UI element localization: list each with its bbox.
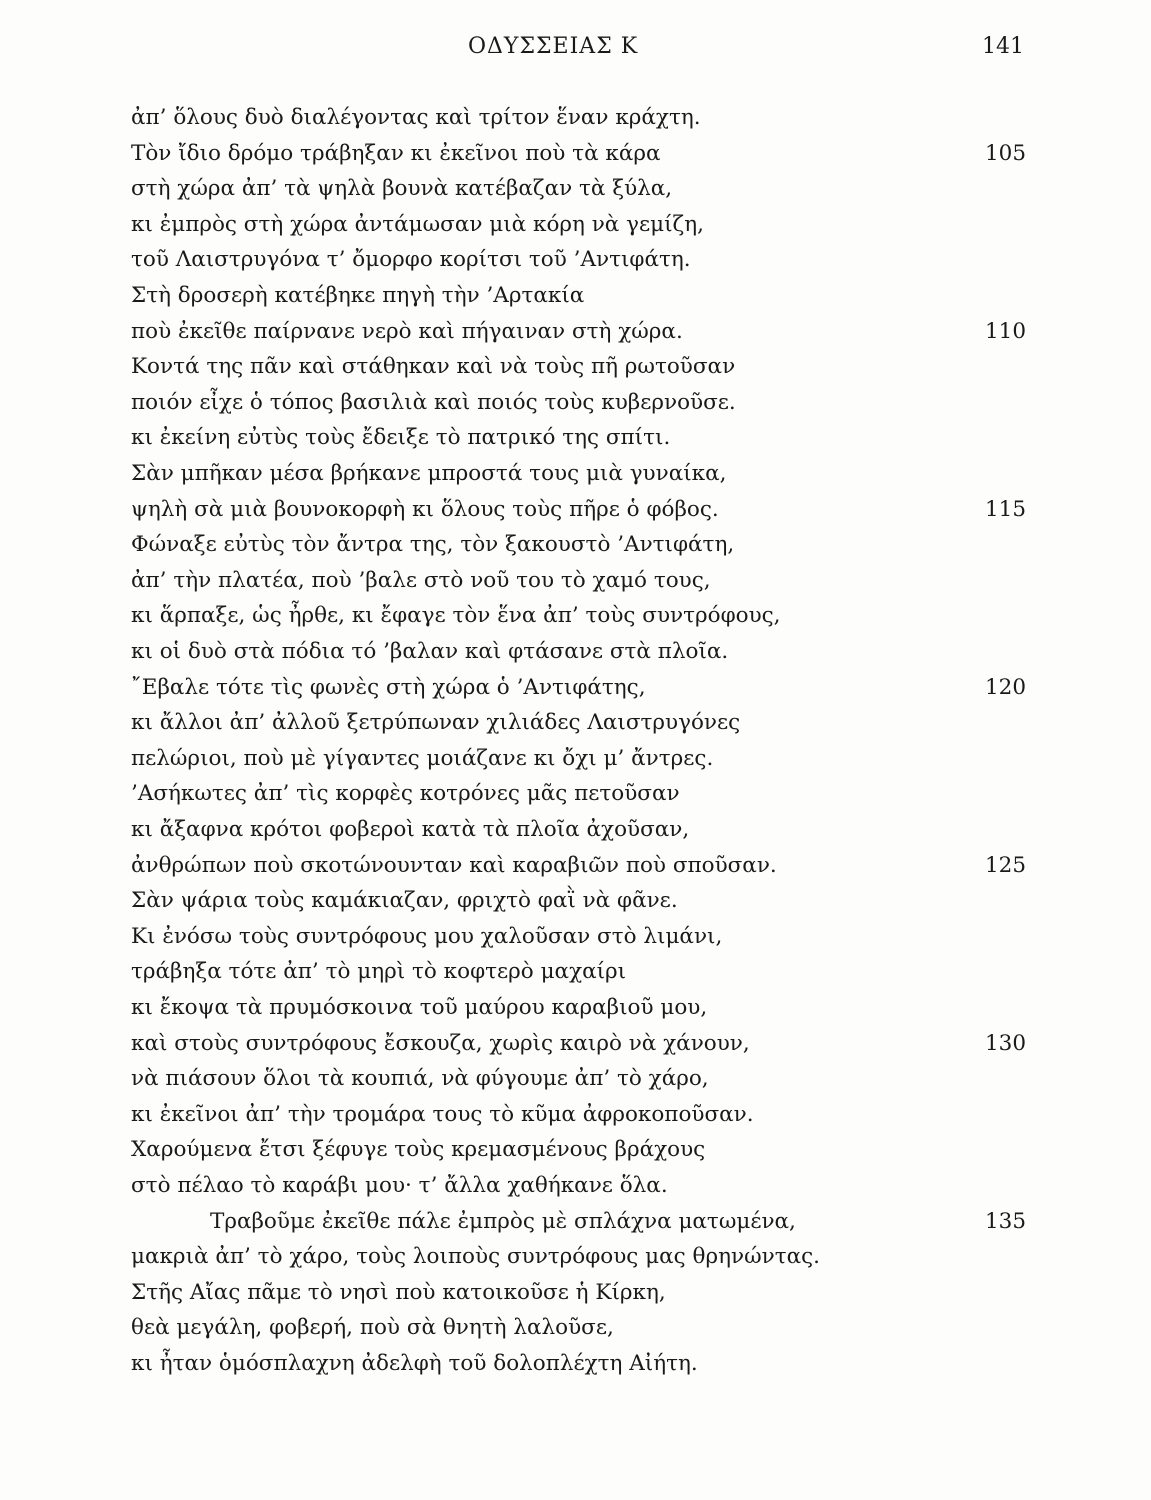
poem-line	[0, 420, 1151, 456]
poem-line	[0, 670, 1151, 706]
poem-line-text: κι ἐμπρὸς στὴ χώρα ἀντάμωσαν μιὰ κόρη νὰ γεμίζη,	[131, 211, 704, 237]
poem-line-text: τοῦ Λαιστρυγόνα τ’ ὄμορφο κορίτσι τοῦ ’Αντιφάτη.	[131, 247, 691, 273]
poem-line-text: Κοντά της πᾶν καὶ στάθηκαν καὶ νὰ τοὺς πῆ ρωτοῦσαν	[131, 354, 736, 380]
poem-line	[0, 741, 1151, 777]
line-number: 105	[985, 140, 1027, 166]
line-number: 135	[985, 1208, 1027, 1234]
poem-line	[0, 705, 1151, 741]
poem-line-text: κι ἔκοψα τὰ πρυμόσκοινα τοῦ μαύρου καραβιοῦ μου,	[131, 995, 708, 1020]
poem-line-text: κι ἄλλοι ἀπ’ ἀλλοῦ ξετρύπωναν χιλιάδες Λαιστρυγόνες	[131, 710, 741, 736]
poem-line	[0, 349, 1151, 385]
poem-line-text: νὰ πιάσουν ὅλοι τὰ κουπιά, νὰ φύγουμε ἀπ’ τὸ χάρο,	[131, 1066, 709, 1092]
line-number: 120	[985, 674, 1027, 700]
poem-line	[0, 242, 1151, 278]
line-number: 115	[985, 496, 1027, 522]
line-number: 110	[985, 318, 1027, 344]
poem-line-text: κι ἐκεῖνοι ἀπ’ τὴν τρομάρα τους τὸ κῦμα ἀφροκοποῦσαν.	[131, 1101, 754, 1127]
poem-line	[0, 1061, 1151, 1097]
poem-line-text: Στῆς Αἴας πᾶμε τὸ νησὶ ποὺ κατοικοῦσε ἡ Κίρκη,	[131, 1279, 666, 1305]
poem-line	[0, 776, 1151, 812]
poem-line	[0, 1097, 1151, 1133]
poem-line	[0, 492, 1151, 528]
poem-line-text: κι ἅρπαξε, ὡς ἦρθε, κι ἔφαγε τὸν ἕνα ἀπ’ τοὺς συντρόφους,	[131, 603, 781, 629]
poem-line-text: στὸ πέλαο τὸ καράβι μου· τ’ ἄλλα χαθήκανε ὅλα.	[131, 1173, 668, 1198]
poem-line-text: ’Ασήκωτες ἀπ’ τὶς κορφὲς κοτρόνες μᾶς πετοῦσαν	[131, 781, 680, 807]
poem-line-text: θεὰ μεγάλη, φοβερή, ποὺ σὰ θνητὴ λαλοῦσε,	[131, 1315, 614, 1341]
poem-line-text: πελώριοι, ποὺ μὲ γίγαντες μοιάζανε κι ὄχι μ’ ἄντρες.	[131, 745, 714, 771]
poem-line	[0, 1132, 1151, 1168]
poem-line	[0, 634, 1151, 670]
poem-line	[0, 954, 1151, 990]
poem-line	[0, 1239, 1151, 1275]
poem-line	[0, 207, 1151, 243]
poem-line	[0, 883, 1151, 919]
poem-line-text: ποιόν εἶχε ὁ τόπος βασιλιὰ καὶ ποιός τοὺς κυβερνοῦσε.	[131, 389, 736, 415]
poem-line-text: κι ἐκείνη εὐτὺς τοὺς ἔδειξε τὸ πατρικό της σπίτι.	[131, 425, 671, 451]
poem-line-text: τράβηξα τότε ἀπ’ τὸ μηρὶ τὸ κοφτερὸ μαχαίρι	[131, 959, 627, 985]
page-number: 141	[982, 34, 1024, 59]
line-number: 130	[985, 1030, 1027, 1056]
poem-line-text: μακριὰ ἀπ’ τὸ χάρο, τοὺς λοιποὺς συντρόφους μας θρηνώντας.	[131, 1244, 820, 1270]
running-head: ΟΔΥΣΣΕΙΑΣ Κ	[468, 34, 639, 59]
poem-line-text: κι ἄξαφνα κρότοι φοβεροὶ κατὰ τὰ πλοῖα ἀχοῦσαν,	[131, 817, 690, 842]
poem-line-text: Σὰν μπῆκαν μέσα βρήκανε μπροστά τους μιὰ γυναίκα,	[131, 461, 727, 486]
poem-line	[0, 990, 1151, 1026]
poem-line	[0, 1168, 1151, 1204]
poem-line	[0, 385, 1151, 421]
poem-line	[0, 598, 1151, 634]
poem-line-text: Τὸν ἴδιο δρόμο τράβηξαν κι ἐκεῖνοι ποὺ τὰ κάρα	[131, 140, 661, 166]
line-number: 125	[985, 852, 1027, 878]
poem-line	[0, 563, 1151, 599]
poem-line-text: κι οἱ δυὸ στὰ πόδια τό ’βαλαν καὶ φτάσανε στὰ πλοῖα.	[131, 639, 729, 664]
poem-line-text: Τραβοῦμε ἐκεῖθε πάλε ἐμπρὸς μὲ σπλάχνα ματωμένα,	[210, 1208, 796, 1234]
poem-line-text: κι ἦταν ὁμόσπλαχνη ἀδελφὴ τοῦ δολοπλέχτη Αἰήτη.	[131, 1351, 698, 1376]
poem-line-text: ἀπ’ τὴν πλατέα, ποὺ ’βαλε στὸ νοῦ του τὸ χαμό τους,	[131, 567, 711, 593]
poem-line	[0, 848, 1151, 884]
poem-line	[0, 527, 1151, 563]
poem-line-text: ψηλὴ σὰ μιὰ βουνοκορφὴ κι ὅλους τοὺς πῆρε ὁ φόβος.	[131, 496, 719, 522]
poem-line-text: ποὺ ἐκεῖθε παίρνανε νερὸ καὶ πήγαιναν στὴ χώρα.	[131, 318, 683, 344]
poem-line	[0, 1204, 1151, 1240]
poem-line	[0, 136, 1151, 172]
poem-line-text: Φώναξε εὐτὺς τὸν ἄντρα της, τὸν ξακουστὸ ’Αντιφάτη,	[131, 532, 735, 558]
poem-line-text: Χαρούμενα ἔτσι ξέφυγε τοὺς κρεμασμένους βράχους	[131, 1137, 706, 1163]
poem-line	[0, 314, 1151, 350]
poem-line	[0, 456, 1151, 492]
poem-line	[0, 171, 1151, 207]
poem-line-text: ἀπ’ ὅλους δυὸ διαλέγοντας καὶ τρίτον ἕναν κράχτη.	[131, 105, 701, 130]
poem-line-text: Σὰν ψάρια τοὺς καμάκιαζαν, φριχτὸ φαῒ νὰ φᾶνε.	[131, 888, 678, 914]
poem-line	[0, 278, 1151, 314]
poem-line	[0, 1275, 1151, 1311]
poem-line-text: ῎Εβαλε τότε τὶς φωνὲς στὴ χώρα ὁ ’Αντιφάτης,	[131, 674, 646, 700]
poem-line	[0, 812, 1151, 848]
poem-line-text: ἀνθρώπων ποὺ σκοτώνουνταν καὶ καραβιῶν ποὺ σποῦσαν.	[131, 852, 777, 878]
poem-line	[0, 1310, 1151, 1346]
poem-line-text: στὴ χώρα ἀπ’ τὰ ψηλὰ βουνὰ κατέβαζαν τὰ ξύλα,	[131, 176, 673, 202]
poem-line	[0, 1346, 1151, 1382]
poem-line-text: Στὴ δροσερὴ κατέβηκε πηγὴ τὴν ’Αρτακία	[131, 283, 585, 308]
poem-line	[0, 1026, 1151, 1062]
poem-line-text: καὶ στοὺς συντρόφους ἔσκουζα, χωρὶς καιρὸ νὰ χάνουν,	[131, 1030, 750, 1056]
poem-line-text: Κι ἐνόσω τοὺς συντρόφους μου χαλοῦσαν στὸ λιμάνι,	[131, 923, 723, 949]
page-header	[0, 30, 1151, 60]
poem-line	[0, 919, 1151, 955]
poem-line	[0, 100, 1151, 136]
